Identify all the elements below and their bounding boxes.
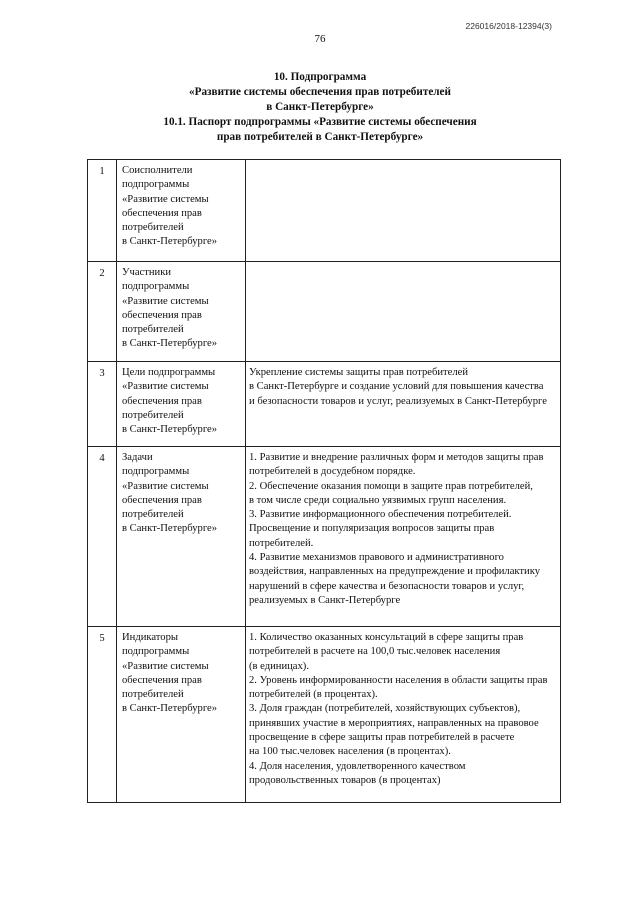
content-line: и безопасности товаров и услуг, реализуемых в Санкт-Петербурге bbox=[249, 395, 547, 407]
content-line: продовольственных товаров (в процентах) bbox=[249, 774, 441, 786]
content-line: в Санкт-Петербурге и создание условий для повышения качества bbox=[249, 381, 544, 393]
row-label: Цели подпрограммы «Развитие системы обеспечения прав потребителей в Санкт-Петербурге» bbox=[117, 362, 246, 447]
content-line: просвещение в сфере защиты прав потребителей в расчете bbox=[249, 732, 515, 744]
table-row bbox=[88, 362, 561, 447]
table-row bbox=[88, 262, 561, 362]
row-number: 4 bbox=[88, 447, 117, 627]
content-line: 2. Обеспечение оказания помощи в защите прав потребителей, bbox=[249, 480, 533, 492]
content-line: 2. Уровень информированности населения в области защиты прав bbox=[249, 674, 548, 686]
section-headings bbox=[100, 70, 540, 145]
content-line: 3. Доля граждан (потребителей, хозяйствующих субъектов), bbox=[249, 703, 521, 715]
row-label: Участники подпрограммы «Развитие системы обеспечения прав потребителей в Санкт-Петербурге» bbox=[117, 262, 246, 362]
table-row bbox=[88, 627, 561, 803]
content-line: на 100 тыс.человек населения (в процентах). bbox=[249, 746, 451, 758]
passport-table bbox=[87, 159, 561, 803]
content-line: 1. Развитие и внедрение различных форм и методов защиты прав bbox=[249, 452, 544, 463]
content-line: в том числе среди социально уязвимых групп населения. bbox=[249, 494, 507, 506]
subprogram-name-line-2: в Санкт-Петербурге» bbox=[266, 101, 374, 113]
row-label: Соисполнители подпрограммы «Развитие системы обеспечения прав потребителей в Санкт-Петербурге» bbox=[117, 160, 246, 262]
row-content-goals bbox=[246, 362, 561, 447]
passport-title-line-1: 10.1. Паспорт подпрограммы «Развитие системы обеспечения bbox=[163, 116, 477, 128]
row-number: 3 bbox=[88, 362, 117, 447]
content-line: потребителей в расчете на 100,0 тыс.человек населения bbox=[249, 646, 501, 658]
content-line: 3. Развитие информационного обеспечения потребителей. bbox=[249, 509, 512, 521]
table-row bbox=[88, 160, 561, 262]
content-line: Укрепление системы защиты прав потребителей bbox=[249, 367, 468, 378]
row-number: 2 bbox=[88, 262, 117, 362]
row-content-indicators bbox=[246, 627, 561, 803]
content-line: потребителей в досудебном порядке. bbox=[249, 466, 416, 478]
subprogram-title: 10. Подпрограмма bbox=[273, 71, 367, 83]
content-line: 1. Количество оказанных консультаций в сфере защиты прав bbox=[249, 632, 524, 643]
content-line: потребителей (в процентах). bbox=[249, 689, 378, 701]
content-line: воздействия, направленных на предупреждение и профилактику bbox=[249, 566, 541, 578]
subprogram-name-line-1: «Развитие системы обеспечения прав потребителей bbox=[189, 86, 451, 98]
document-id: 226016/2018-12394(3) bbox=[465, 21, 552, 31]
row-label: Индикаторы подпрограммы «Развитие системы обеспечения прав потребителей в Санкт-Петербурге» bbox=[117, 627, 246, 803]
content-line: Просвещение и популяризация вопросов защиты прав bbox=[249, 523, 495, 535]
row-label: Задачи подпрограммы «Развитие системы обеспечения прав потребителей в Санкт-Петербурге» bbox=[117, 447, 246, 627]
row-number: 5 bbox=[88, 627, 117, 803]
content-line: потребителей. bbox=[249, 537, 314, 549]
content-line: принявших участие в мероприятиях, направленных на правовое bbox=[249, 717, 539, 729]
content-line: (в единицах). bbox=[249, 660, 309, 672]
content-line: 4. Доля населения, удовлетворенного качеством bbox=[249, 760, 466, 772]
row-content-empty bbox=[246, 160, 561, 262]
row-number: 1 bbox=[88, 160, 117, 262]
row-content-tasks bbox=[246, 447, 561, 627]
content-line: 4. Развитие механизмов правового и административного bbox=[249, 552, 504, 564]
table-row bbox=[88, 447, 561, 627]
content-line: реализуемых в Санкт-Петербурге bbox=[249, 594, 401, 606]
passport-title-line-2: прав потребителей в Санкт-Петербурге» bbox=[216, 131, 424, 143]
row-content-empty bbox=[246, 262, 561, 362]
page-number: 76 bbox=[314, 33, 326, 45]
content-line: нарушений в сфере качества и безопасности товаров и услуг, bbox=[249, 580, 525, 592]
